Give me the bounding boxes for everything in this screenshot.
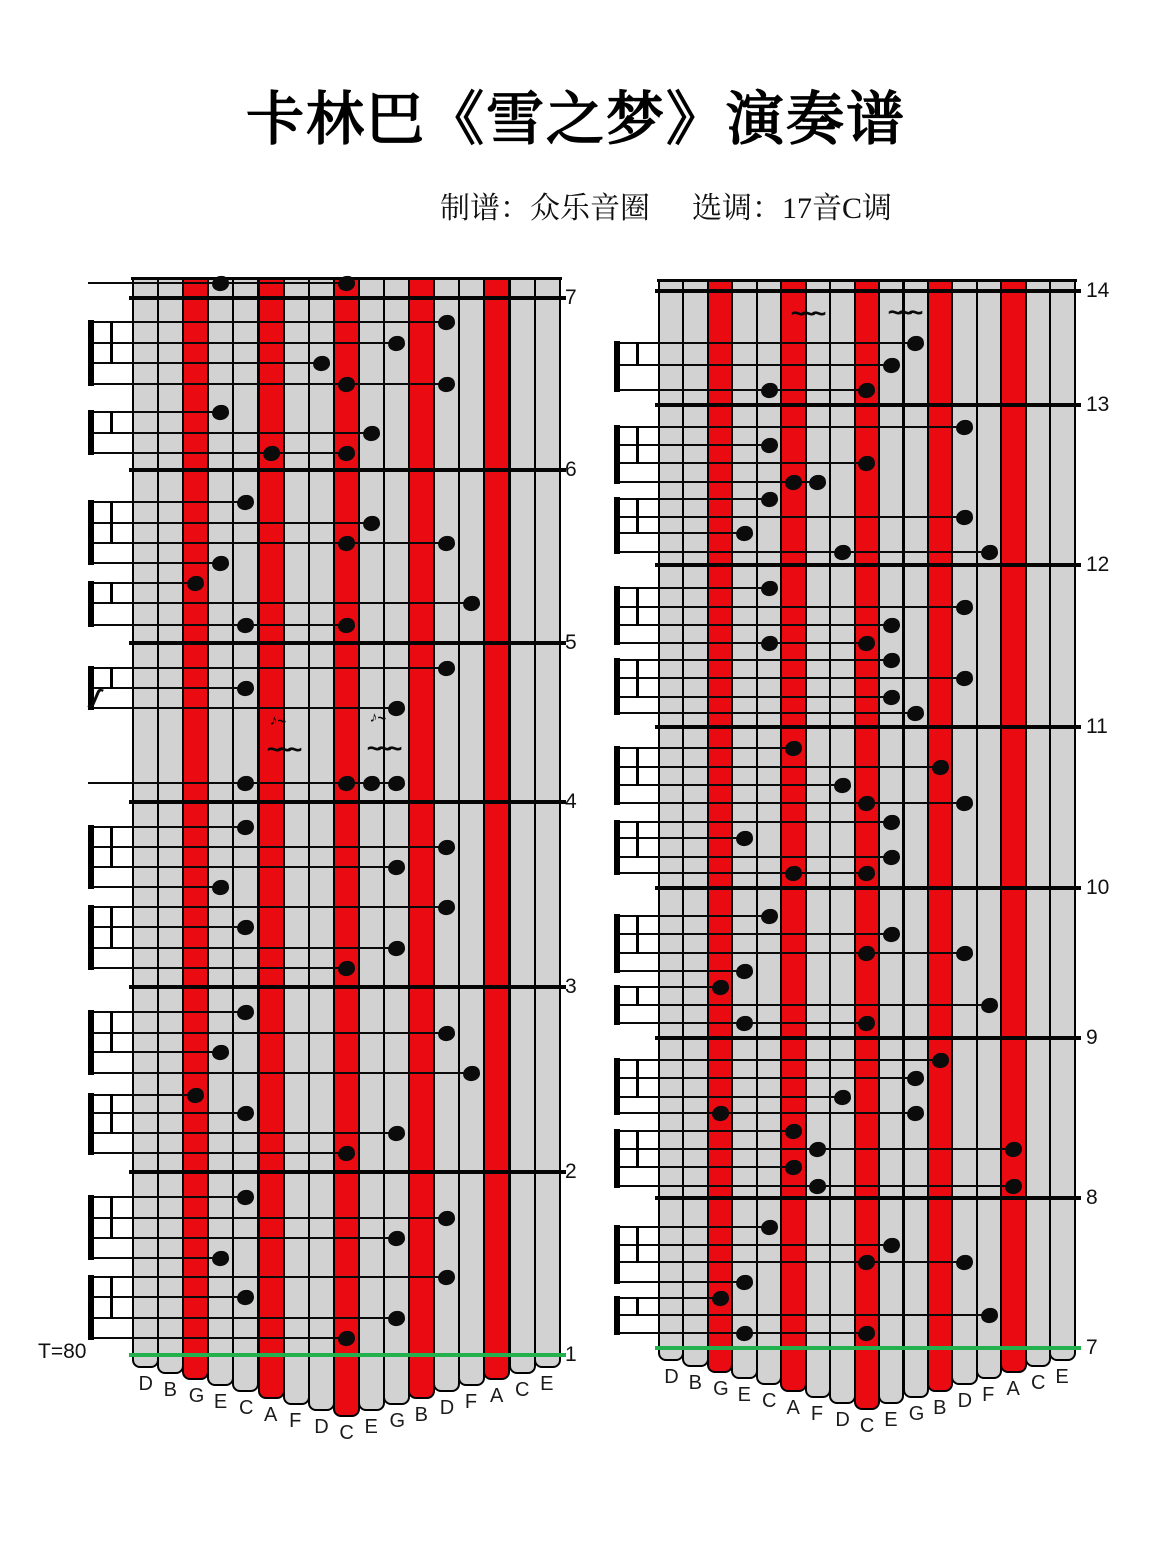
key-stripe-d-12 xyxy=(951,280,977,1385)
note-stem xyxy=(614,532,747,535)
key-stripe-c-8 xyxy=(854,280,880,1410)
note-stem xyxy=(614,462,869,465)
key-stripe-c-4 xyxy=(232,278,259,1392)
key-label-g-2: G xyxy=(188,1385,205,1408)
beam-bracket xyxy=(88,825,94,889)
key-stripe-c-15 xyxy=(509,278,536,1374)
key-label-e-16: E xyxy=(540,1373,554,1395)
page-title: 卡林巴《雪之梦》演奏谱 xyxy=(245,87,906,152)
measure-line xyxy=(129,296,566,300)
wavy-ornament: ~~~ xyxy=(266,734,298,765)
key-label-e-9: E xyxy=(884,1408,898,1431)
beam-bracket-inner xyxy=(636,659,639,698)
beam-bracket-inner xyxy=(636,747,639,786)
beam-bracket xyxy=(614,1129,620,1188)
note-stem xyxy=(614,952,967,955)
note-stem xyxy=(614,933,893,936)
beam-bracket xyxy=(88,410,94,455)
note-stem xyxy=(614,872,869,875)
note-stem xyxy=(88,562,223,565)
note-stem xyxy=(614,642,869,645)
wavy-ornament: ~~~ xyxy=(366,733,398,764)
note-stem xyxy=(88,866,399,869)
beam-bracket xyxy=(614,914,620,973)
note-stem xyxy=(614,551,991,554)
key-label-a-14: A xyxy=(1006,1378,1020,1401)
key-label-a-5: A xyxy=(264,1403,278,1426)
note-stem xyxy=(614,624,893,627)
key-stripe-a-14 xyxy=(1000,280,1026,1373)
beam-bracket xyxy=(614,1296,620,1335)
key-stripe-a-14 xyxy=(483,278,510,1380)
measure-number-6: 6 xyxy=(565,458,577,481)
beam-bracket-inner xyxy=(636,1059,639,1098)
beam-bracket-inner xyxy=(110,411,113,434)
note-stem xyxy=(614,516,967,519)
note-stem xyxy=(614,802,967,805)
note-stem xyxy=(88,1337,348,1340)
beam-bracket xyxy=(614,497,620,554)
note-stem xyxy=(88,707,399,710)
note-stem xyxy=(88,1051,223,1054)
key-label-b-11: B xyxy=(933,1396,947,1419)
key-label-f-13: F xyxy=(982,1384,995,1407)
note-stem xyxy=(614,1096,844,1099)
note-stem xyxy=(88,342,399,345)
note-stem xyxy=(614,1004,991,1007)
key-label-d-7: D xyxy=(314,1415,329,1438)
note-stem xyxy=(88,1032,449,1035)
note-stem xyxy=(88,1072,474,1075)
measure-line xyxy=(129,1170,566,1174)
note-stem xyxy=(88,362,323,365)
grace-ornament: ♪~ xyxy=(368,708,388,728)
note-stem xyxy=(614,426,967,429)
beam-bracket-inner xyxy=(110,1011,113,1053)
note-stem xyxy=(614,1166,795,1169)
key-label-b-11: B xyxy=(414,1403,428,1426)
key-label-g-10: G xyxy=(908,1402,925,1425)
measure-number-5: 5 xyxy=(565,631,577,654)
note-stem xyxy=(614,856,893,859)
key-label-c-8: C xyxy=(859,1414,875,1437)
key-label-c-15: C xyxy=(1030,1372,1046,1395)
note-stem xyxy=(88,906,449,909)
note-stem xyxy=(88,1317,399,1320)
beam-bracket-inner xyxy=(636,821,639,858)
beam-bracket-inner xyxy=(110,826,113,868)
beam-bracket xyxy=(614,658,620,715)
credit-label: 制谱：众乐音圈 xyxy=(440,192,650,225)
note-stem xyxy=(88,1237,399,1240)
wavy-ornament: ~~~ xyxy=(887,297,919,328)
measure-line xyxy=(129,641,566,645)
measure-number-14: 14 xyxy=(1086,279,1110,302)
key-label-f-13: F xyxy=(464,1391,478,1414)
beam-bracket-inner xyxy=(110,1094,113,1134)
note-stem xyxy=(614,1112,918,1115)
key-label-e-3: E xyxy=(213,1391,228,1414)
note-stem xyxy=(614,986,722,989)
note-stem xyxy=(614,784,844,787)
note-stem xyxy=(614,1244,893,1247)
measure-line xyxy=(655,403,1081,407)
beam-bracket xyxy=(88,1093,94,1155)
key-label-g-2: G xyxy=(713,1378,729,1401)
key-label-b-1: B xyxy=(163,1379,177,1402)
note-stem xyxy=(614,766,942,769)
measure-line xyxy=(655,886,1081,890)
note-stem xyxy=(614,677,967,680)
beam-bracket xyxy=(614,425,620,484)
note-stem xyxy=(614,712,918,715)
grid-top-line xyxy=(657,279,1077,282)
beam-bracket-inner xyxy=(110,321,113,364)
note-stem xyxy=(88,411,223,414)
beam-bracket xyxy=(88,1195,94,1260)
beam-bracket xyxy=(614,586,620,645)
note-stem xyxy=(88,602,474,605)
key-stripe-f-6 xyxy=(283,278,310,1405)
note-stem xyxy=(88,1217,449,1220)
note-stem xyxy=(88,522,373,525)
measure-number-3: 3 xyxy=(565,975,577,998)
key-label-a-14: A xyxy=(489,1385,504,1408)
beam-bracket-inner xyxy=(110,582,113,604)
measure-line xyxy=(129,800,566,804)
tempo-label: T=80 xyxy=(38,1340,87,1363)
measure-number-11: 11 xyxy=(1086,715,1108,738)
beam-bracket-inner xyxy=(636,498,639,534)
note-stem xyxy=(88,383,449,386)
beam-bracket-inner xyxy=(636,986,639,1006)
note-stem xyxy=(614,1077,918,1080)
note-stem xyxy=(88,321,449,324)
key-label-d-0: D xyxy=(664,1366,679,1388)
measure-number-1: 1 xyxy=(565,1343,577,1366)
measure-number-8: 8 xyxy=(1086,1186,1098,1209)
key-stripe-f-13 xyxy=(458,278,485,1386)
note-stem xyxy=(614,696,893,699)
note-stem xyxy=(88,967,348,970)
key-stripe-e-3 xyxy=(207,278,234,1386)
note-stem xyxy=(88,432,373,435)
measure-line xyxy=(655,1036,1081,1040)
note-stem xyxy=(88,624,348,627)
key-label-d-0: D xyxy=(138,1373,153,1395)
note-stem xyxy=(88,1276,449,1279)
key-label-d-12: D xyxy=(439,1397,455,1420)
beam-bracket-inner xyxy=(636,426,639,464)
note-stem xyxy=(88,846,449,849)
key-stripe-e-9 xyxy=(878,280,904,1404)
beam-bracket xyxy=(88,581,94,627)
beam-bracket-inner xyxy=(110,667,113,689)
measure-line xyxy=(655,1196,1081,1200)
key-stripe-d-7 xyxy=(308,278,335,1411)
start-line xyxy=(655,1346,1081,1350)
beam-bracket-inner xyxy=(110,501,113,544)
tuning-label: 选调：17音C调 xyxy=(692,192,893,225)
note-stem xyxy=(88,1132,399,1135)
measure-number-2: 2 xyxy=(565,1160,577,1183)
key-stripe-d-7 xyxy=(829,280,855,1404)
key-stripe-g-10 xyxy=(903,280,929,1398)
beam-bracket xyxy=(88,320,94,386)
start-line xyxy=(129,1353,566,1357)
measure-number-10: 10 xyxy=(1086,876,1110,899)
beam-bracket xyxy=(614,1225,620,1284)
measure-line xyxy=(655,563,1081,567)
key-label-g-10: G xyxy=(389,1409,406,1432)
beam-bracket xyxy=(88,1275,94,1340)
measure-number-7: 7 xyxy=(1086,1336,1098,1359)
key-stripe-b-11 xyxy=(927,280,953,1392)
key-stripe-b-11 xyxy=(408,278,435,1399)
key-label-e-9: E xyxy=(364,1415,378,1438)
beam-bracket-inner xyxy=(636,1226,639,1263)
beam-bracket xyxy=(614,746,620,805)
subtitle xyxy=(440,183,892,227)
key-label-d-12: D xyxy=(957,1390,973,1413)
note-stem xyxy=(88,582,198,585)
beam-bracket-inner xyxy=(636,1297,639,1316)
key-label-a-5: A xyxy=(786,1396,800,1419)
note-stem xyxy=(88,452,348,455)
grace-ornament: ♪~ xyxy=(268,711,288,731)
key-label-d-7: D xyxy=(835,1408,850,1431)
key-label-f-6: F xyxy=(810,1402,824,1425)
note-stem xyxy=(614,821,893,824)
measure-number-12: 12 xyxy=(1086,553,1110,576)
note-stem xyxy=(614,1297,722,1300)
beam-bracket-inner xyxy=(110,906,113,949)
note-stem xyxy=(614,747,795,750)
note-stem xyxy=(88,1094,198,1097)
note-stem xyxy=(614,606,967,609)
note-stem xyxy=(614,1314,991,1317)
note-stem xyxy=(614,659,893,662)
note-stem xyxy=(614,342,918,345)
beam-bracket xyxy=(88,1010,94,1075)
key-label-b-1: B xyxy=(688,1372,703,1395)
beam-bracket-inner xyxy=(110,1276,113,1319)
note-stem xyxy=(88,1152,348,1155)
key-label-c-15: C xyxy=(515,1379,530,1402)
measure-line xyxy=(655,725,1081,729)
beam-bracket xyxy=(614,341,620,392)
note-stem xyxy=(614,389,869,392)
beam-bracket xyxy=(88,905,94,970)
note-stem xyxy=(88,886,223,889)
beam-bracket-inner xyxy=(636,587,639,626)
beam-bracket-inner xyxy=(636,342,639,366)
measure-line xyxy=(129,468,566,472)
measure-line xyxy=(655,289,1081,293)
key-stripe-e-9 xyxy=(358,278,388,1411)
key-label-e-16: E xyxy=(1055,1366,1069,1388)
beam-bracket xyxy=(614,985,620,1025)
key-stripe-f-6 xyxy=(805,280,831,1398)
note-stem xyxy=(614,1261,967,1264)
key-label-e-3: E xyxy=(737,1384,751,1407)
key-label-c-4: C xyxy=(762,1390,777,1413)
rest-ornament: ʃ xyxy=(90,683,103,710)
beam-bracket xyxy=(88,500,94,565)
note-stem xyxy=(614,1281,747,1284)
key-stripe-g-2 xyxy=(182,278,209,1380)
measure-number-9: 9 xyxy=(1086,1026,1098,1049)
measure-line xyxy=(129,985,566,989)
key-label-c-4: C xyxy=(238,1397,254,1420)
beam-bracket xyxy=(614,820,620,875)
key-stripe-f-13 xyxy=(976,280,1002,1379)
note-stem xyxy=(614,837,747,840)
beam-bracket xyxy=(614,1058,620,1115)
key-label-c-8: C xyxy=(339,1421,354,1444)
note-stem xyxy=(614,970,747,973)
note-stem xyxy=(88,1257,223,1260)
note-stem xyxy=(614,1130,795,1133)
key-label-f-6: F xyxy=(289,1409,302,1432)
key-stripe-a-5 xyxy=(780,280,806,1392)
beam-bracket-inner xyxy=(110,1196,113,1239)
note-stem xyxy=(614,1059,942,1062)
note-stem xyxy=(88,542,449,545)
key-stripe-e-16 xyxy=(534,278,561,1368)
note-stem xyxy=(614,364,893,367)
measure-number-7: 7 xyxy=(565,286,577,309)
beam-bracket-inner xyxy=(636,1130,639,1168)
measure-number-4: 4 xyxy=(565,790,577,813)
beam-bracket-inner xyxy=(636,915,639,954)
note-stem xyxy=(88,947,399,950)
wavy-ornament: ~~~ xyxy=(790,298,822,329)
note-stem xyxy=(88,667,449,670)
measure-number-13: 13 xyxy=(1086,393,1110,416)
key-stripe-d-0 xyxy=(132,278,159,1368)
key-stripe-c-15 xyxy=(1025,280,1051,1367)
